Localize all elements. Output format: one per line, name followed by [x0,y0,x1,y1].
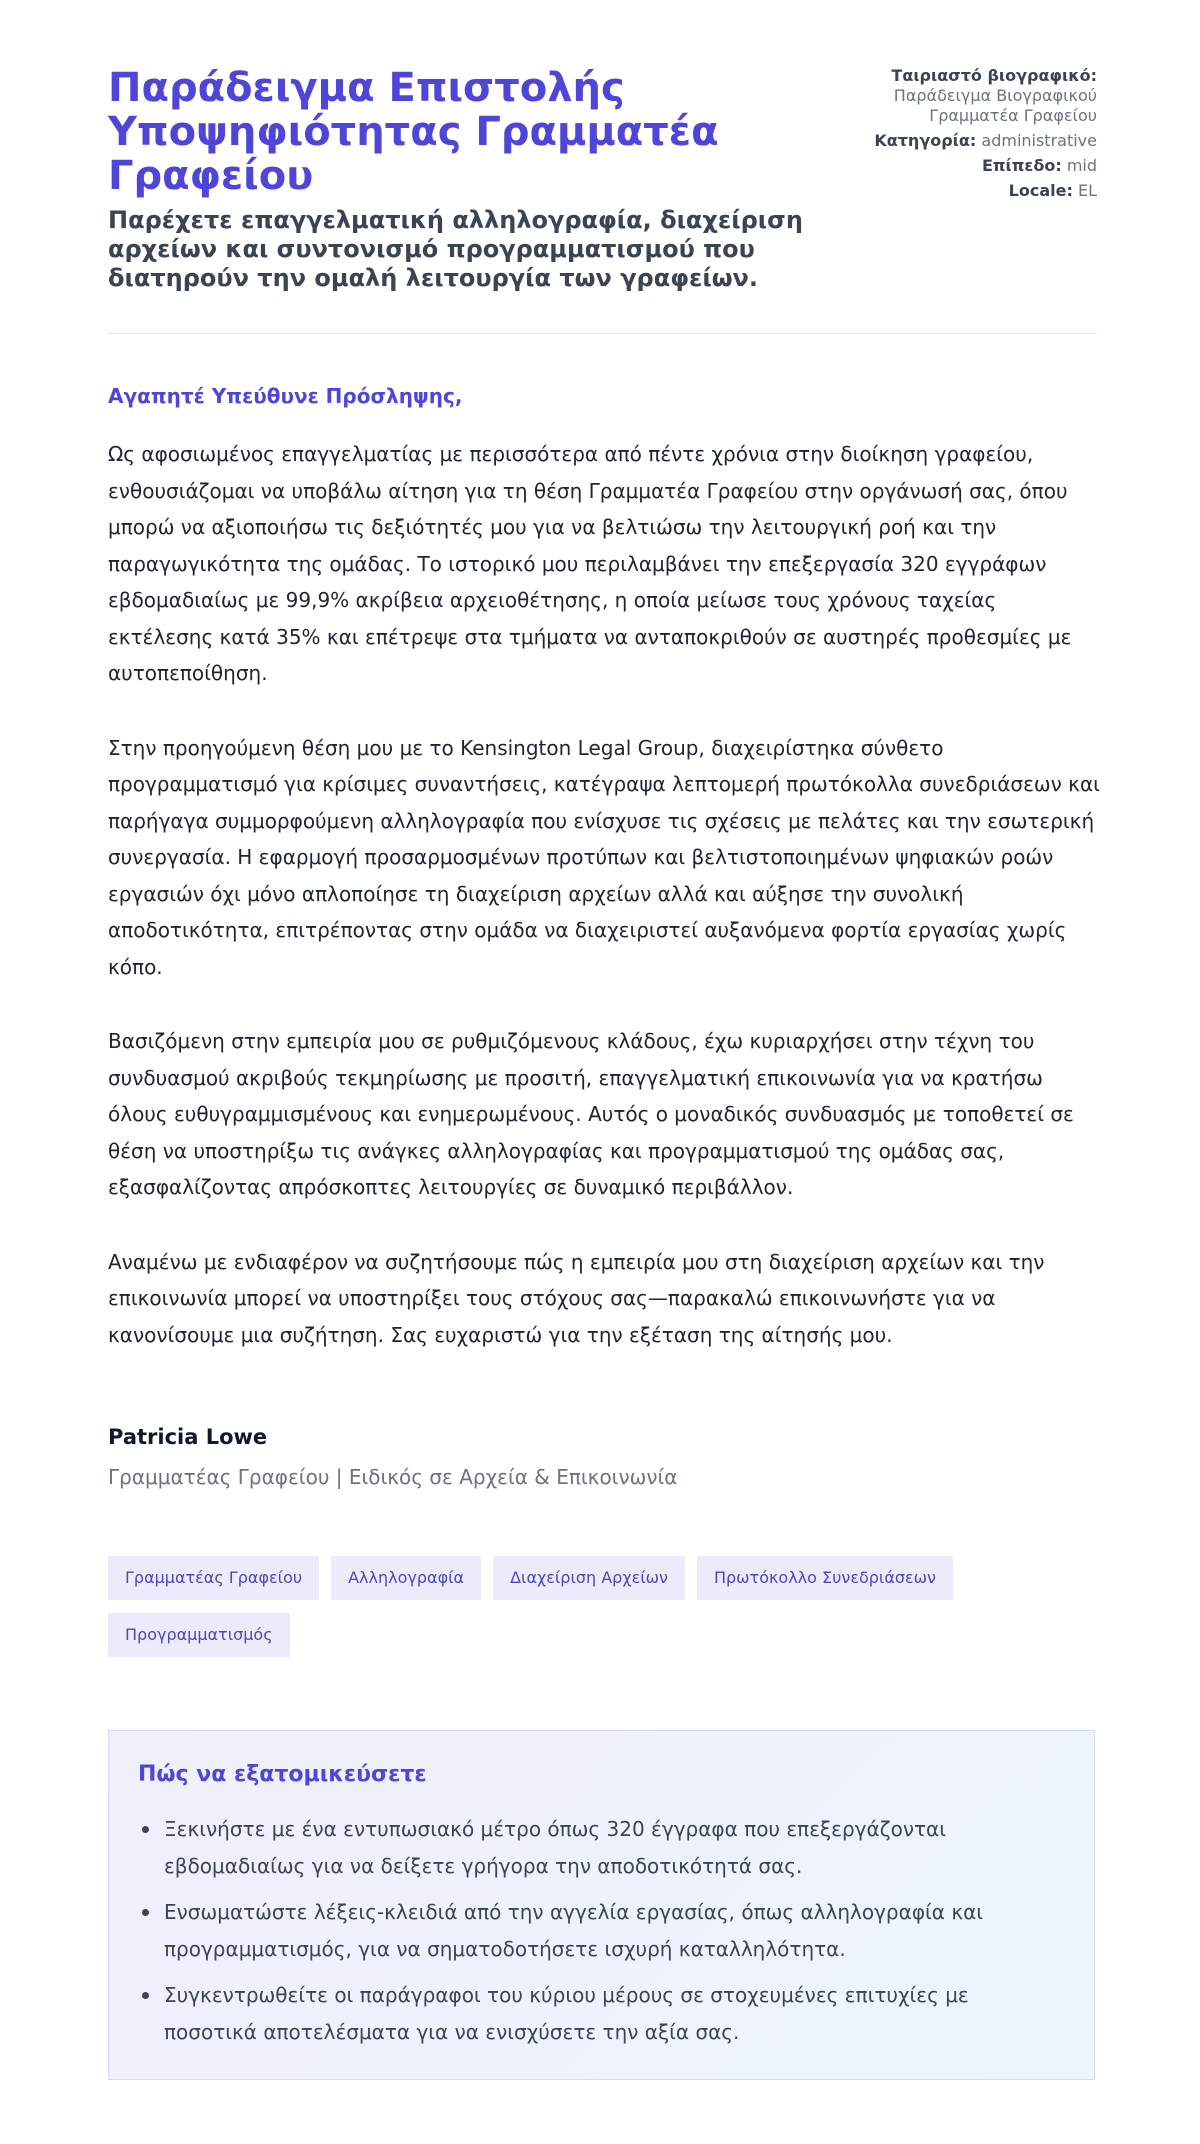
tag-office-secretary: Γραμματέας Γραφείου [108,1556,319,1600]
signature-name: Patricia Lowe [108,1425,268,1449]
tip-item: Ξεκινήστε με ένα εντυπωσιακό μέτρο όπως 320 έγγραφα που επεξεργάζονται εβδομαδιαίως για να δείξετε γρήγορα την αποδοτικότητά σας. [164,1811,1044,1884]
page-title: Παράδειγμα Επιστολής Υποψηφιότητας Γραμματέα Γραφείου [108,65,719,199]
meta-resume-label: Ταιριαστό βιογραφικό: [891,66,1097,85]
tips-heading: Πώς να εξατομικεύσετε [138,1762,427,1787]
tag-meeting-minutes: Πρωτόκολλο Συνεδριάσεων [697,1556,953,1600]
tag-records-management: Διαχείριση Αρχείων [493,1556,685,1600]
meta-level-value: mid [1066,156,1097,175]
page-subtitle: Παρέχετε επαγγελματική αλληλογραφία, διαχείριση αρχείων και συντονισμό προγραμματισμού που διατηρούν την ομαλή λειτουργία των γραφείων. [108,206,803,292]
tag-list [108,1556,1008,1657]
letter-salutation: Αγαπητέ Υπεύθυνε Πρόσληψης, [108,384,463,408]
customization-tips-box [108,1730,1095,2080]
letter-header [108,0,1097,334]
letter-paragraph: Αναμένω με ενδιαφέρον να συζητήσουμε πώς η εμπειρία μου στη διαχείριση αρχείων και την επικοινωνία μπορεί να υποστηρίξει τους στόχους σας—παρακαλώ επικοινωνήστε για να κανονίσουμε μια συζήτηση. Σας ευχαριστώ για την εξέταση της αίτησής μου. [108,1249,1045,1347]
meta-locale-label: Locale: [1008,181,1073,200]
tip-item: Ενσωματώστε λέξεις-κλειδιά από την αγγελία εργασίας, όπως αλληλογραφία και προγραμματισμός, για να σηματοδοτήσετε ισχυρή καταλληλότητα. [164,1894,1044,1967]
tag-scheduling: Προγραμματισμός [108,1613,290,1657]
meta-level-label: Επίπεδο: [981,156,1062,175]
meta-category-value: administrative [981,131,1097,150]
letter-body [108,436,1100,1391]
letter-paragraph: Στην προηγούμενη θέση μου με το Kensington Legal Group, διαχειρίστηκα σύνθετο προγραμματισμό για κρίσιμες συναντήσεις, κατέγραψα λεπτομερή πρωτόκολλα συνεδριάσεων και παρήγαγα συμμορφούμενη αλληλογραφία που ενίσχυσε τις σχέσεις με πελάτες και την εσωτερική συνεργασία. Η εφαρμογή προσαρμοσμένων προτύπων και βελτιστοποιημένων ψηφιακών ροών εργασιών όχι μόνο απλοποίησε τη διαχείριση αρχείων αλλά και αύξησε την συνολική αποδοτικότητα, επιτρέποντας στην ομάδα να διαχειριστεί αυξανόμενα φορτία εργασίας χωρίς κόπο. [108,735,1100,979]
meta-locale-value: EL [1077,181,1097,200]
meta-category-label: Κατηγορία: [874,131,977,150]
tip-item: Συγκεντρωθείτε οι παράγραφοι του κύριου μέρους σε στοχευμένες επιτυχίες με ποσοτικά αποτελέσματα για να ενισχύσετε την αξία σας. [164,1977,1044,2050]
tag-correspondence: Αλληλογραφία [331,1556,481,1600]
meta-panel [847,66,1097,206]
meta-category [847,131,1097,151]
signature-title: Γραμματέας Γραφείου | Ειδικός σε Αρχεία & Επικοινωνία [108,1465,678,1489]
tips-list [164,1811,1044,2060]
meta-level [847,156,1097,176]
letter-paragraph: Βασιζόμενη στην εμπειρία μου σε ρυθμιζόμενους κλάδους, έχω κυριαρχήσει στην τέχνη του συνδυασμού ακριβούς τεκμηρίωσης με προσιτή, επαγγελματική επικοινωνία για να κρατήσω όλους ευθυγραμμισμένους και ενημερωμένους. Αυτός ο μοναδικός συνδυασμός με τοποθετεί σε θέση να υποστηρίξω τις ανάγκες αλληλογραφίας και προγραμματισμού της ομάδας σας, εξασφαλίζοντας απρόσκοπτες λειτουργίες σε δυναμικό περιβάλλον. [108,1029,1074,1199]
meta-resume-value: Παράδειγμα Βιογραφικού Γραμματέα Γραφείου [893,86,1097,125]
meta-locale [847,181,1097,201]
letter-paragraph: Ως αφοσιωμένος επαγγελματίας με περισσότερα από πέντε χρόνια στην διοίκηση γραφείου, ενθουσιάζομαι να υποβάλω αίτηση για τη θέση Γραμματέα Γραφείου στην οργάνωσή σας, όπου μπορώ να αξιοποιήσω τις δεξιότητές μου για να βελτιώσω την λειτουργική ροή και την παραγωγικότητα της ομάδας. Το ιστορικό μου περιλαμβάνει την επεξεργασία 320 εγγράφων εβδομαδιαίως με 99,9% ακρίβεια αρχειοθέτησης, η οποία μείωσε τους χρόνους ταχείας εκτέλεσης κατά 35% και επέτρεψε στα τμήματα να ανταποκριθούν σε αυστηρές προθεσμίες με αυτοπεποίθηση. [108,442,1072,685]
meta-resume [847,66,1097,126]
